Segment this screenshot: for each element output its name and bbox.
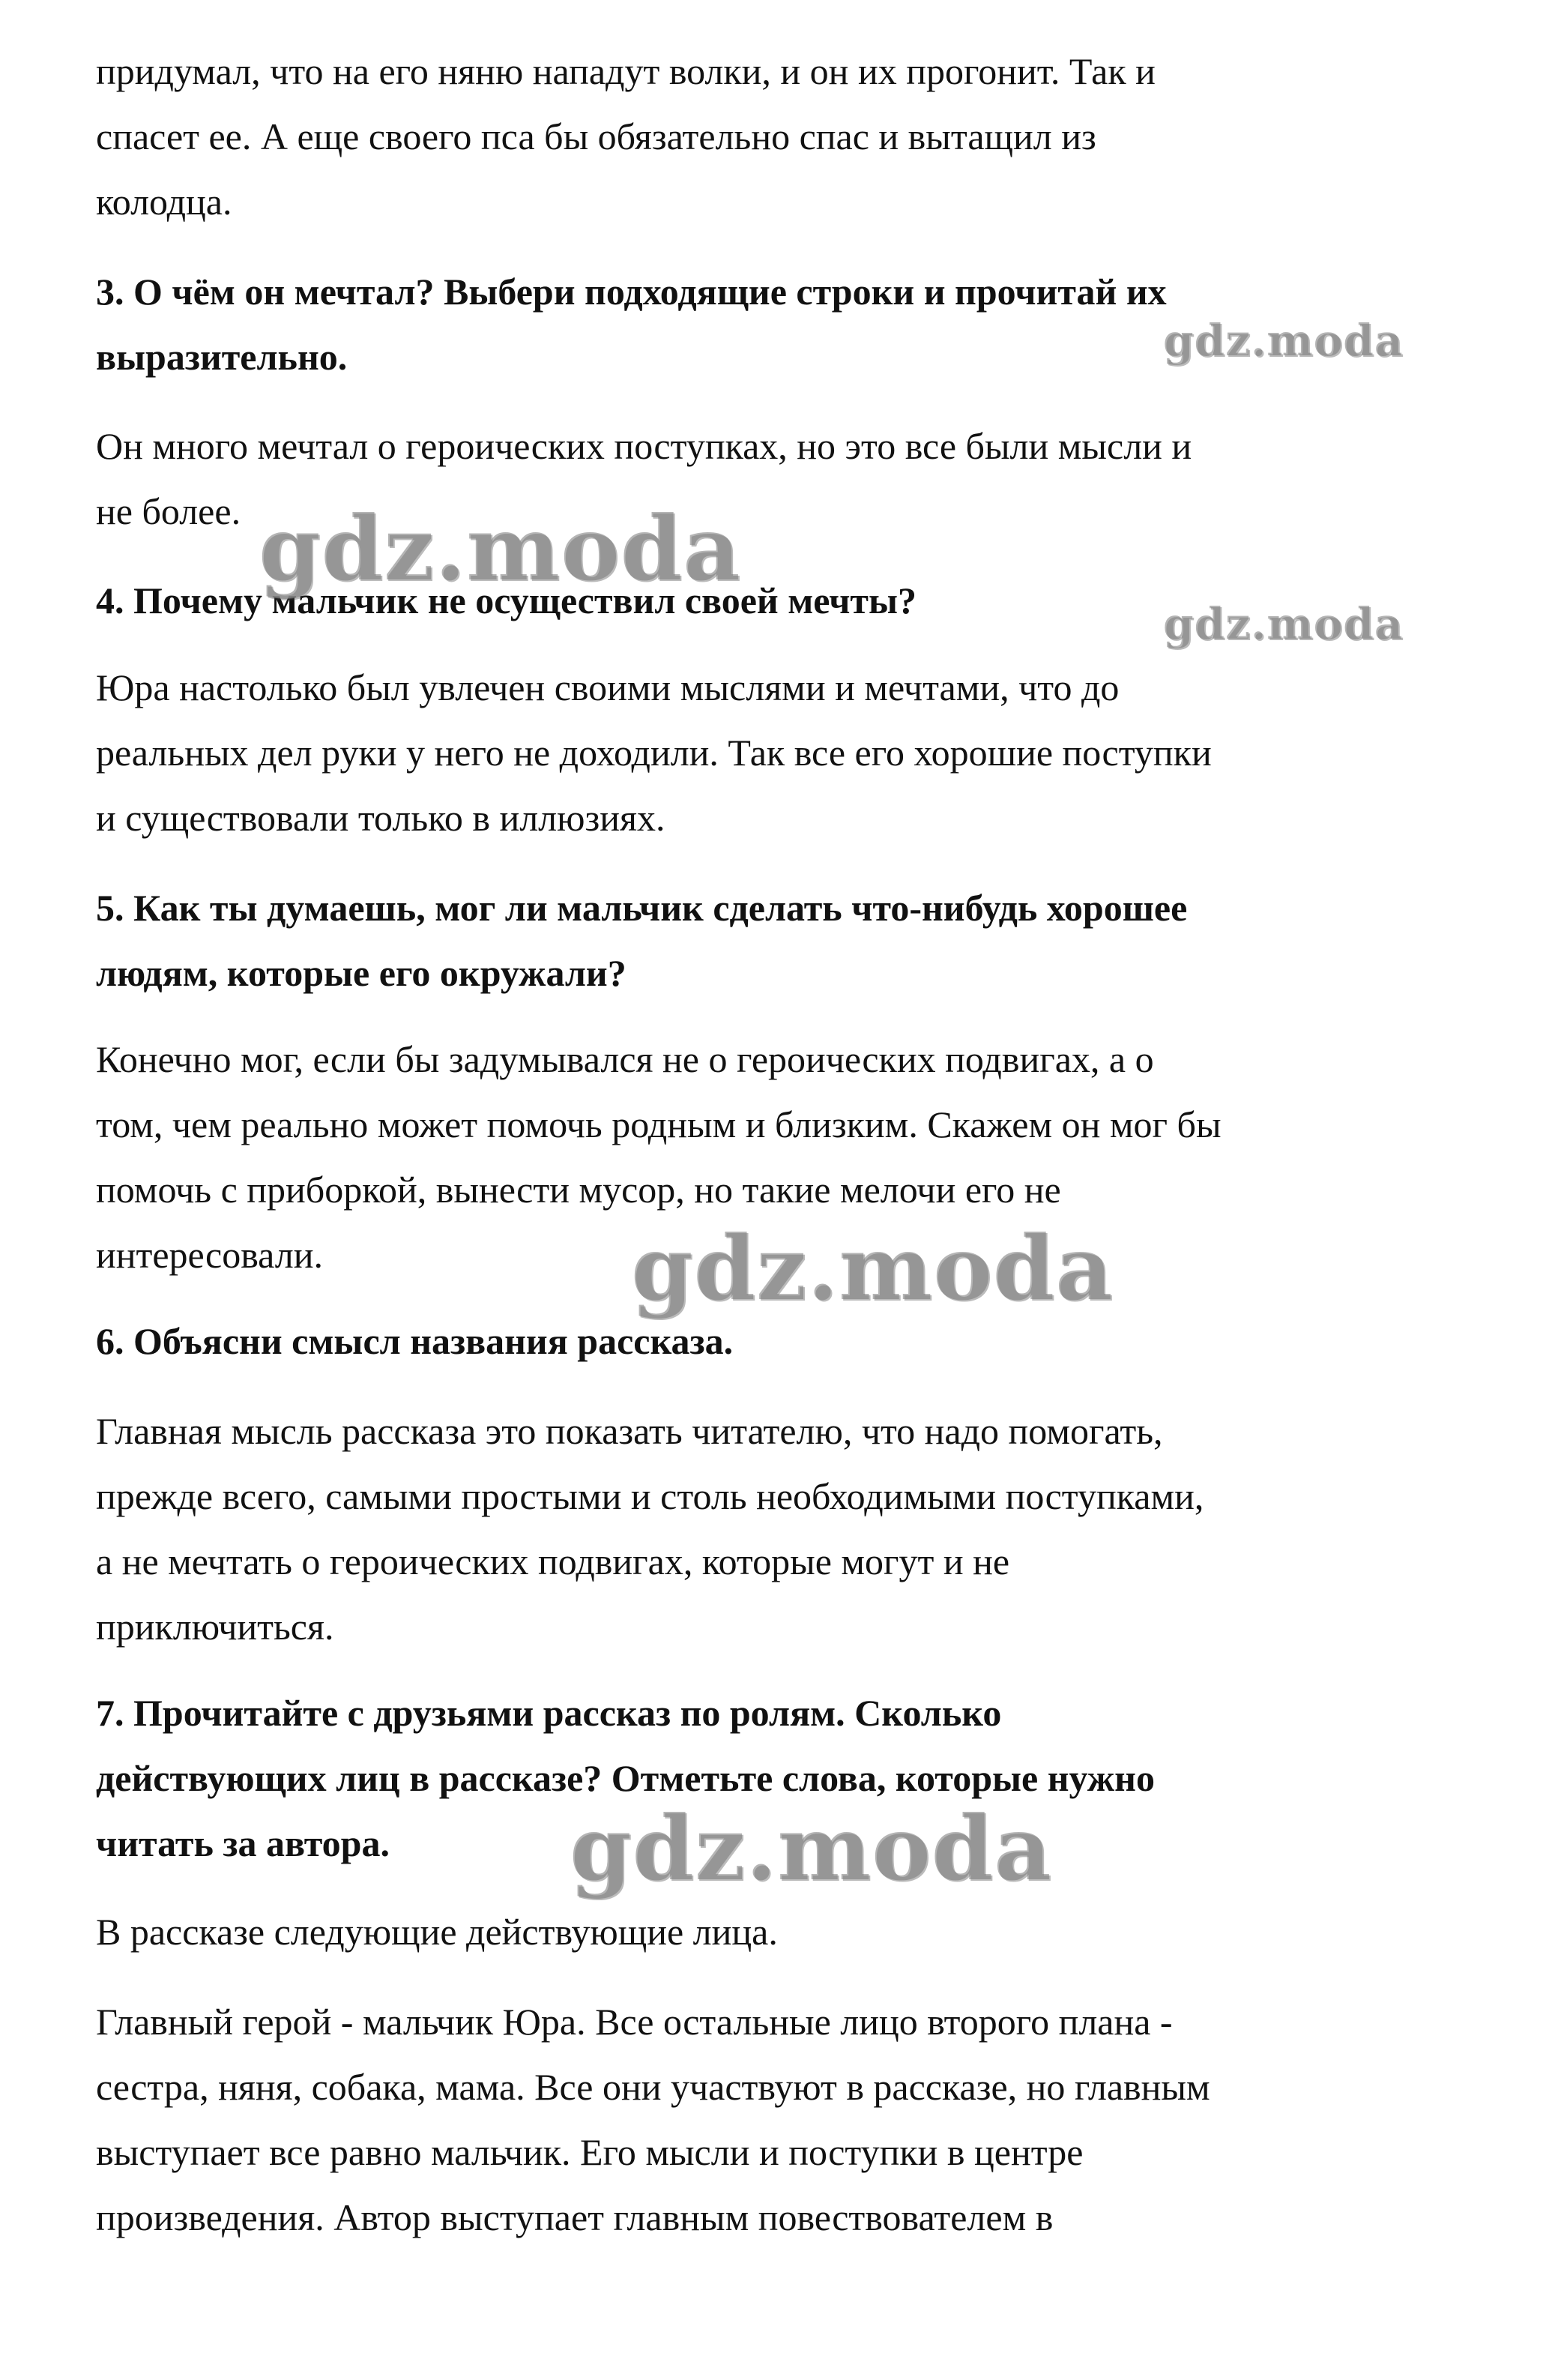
text-line: В рассказе следующие действующие лица. [96, 1911, 778, 1953]
answer-paragraph [96, 39, 1415, 235]
text-line: помочь с приборкой, вынести мусор, но такие мелочи его не [96, 1169, 1061, 1211]
text-line: Главный герой - мальчик Юра. Все остальные лицо второго плана - [96, 2001, 1173, 2043]
text-line: 5. Как ты думаешь, мог ли мальчик сделать что-нибудь хорошее [96, 887, 1188, 929]
text-line: выступает все равно мальчик. Его мысли и поступки в центре [96, 2131, 1084, 2173]
answer-paragraph [96, 1900, 1415, 1965]
text-line: действующих лиц в рассказе? Отметьте слова, которые нужно [96, 1757, 1155, 1799]
watermark: gdz.moda [1163, 598, 1404, 649]
text-line: людям, которые его окружали? [96, 952, 626, 994]
text-line: спасет ее. А еще своего пса бы обязательно спас и вытащил из [96, 115, 1096, 157]
text-line: Юра настолько был увлечен своими мыслями и мечтами, что до [96, 666, 1120, 708]
answer-paragraph [96, 655, 1415, 851]
text-line: 6. Объясни смысл названия рассказа. [96, 1320, 734, 1362]
text-line: интересовали. [96, 1234, 323, 1276]
text-line: 3. О чём он мечтал? Выбери подходящие строки и прочитай их [96, 271, 1167, 313]
text-line: Он много мечтал о героических поступках, но это все были мысли и [96, 425, 1192, 467]
text-line: приключиться. [96, 1606, 334, 1648]
text-line: читать за автора. [96, 1822, 390, 1864]
text-line: сестра, няня, собака, мама. Все они участвуют в рассказе, но главным [96, 2066, 1210, 2108]
text-line: Главная мысль рассказа это показать читателю, что надо помогать, [96, 1410, 1163, 1452]
watermark: gdz.moda [631, 1216, 1114, 1320]
text-line: а не мечтать о героических подвигах, которые могут и не [96, 1540, 1010, 1582]
watermark: gdz.moda [1163, 315, 1404, 366]
watermark: gdz.moda [570, 1796, 1052, 1900]
answer-paragraph [96, 1399, 1415, 1660]
question-heading [96, 876, 1415, 1006]
text-line: прежде всего, самыми простыми и столь необходимыми поступками, [96, 1475, 1204, 1517]
text-line: реальных дел руки у него не доходили. Так все его хорошие поступки [96, 732, 1212, 774]
text-line: Конечно мог, если бы задумывался не о героических подвигах, а о [96, 1038, 1154, 1080]
text-line: и существовали только в иллюзиях. [96, 797, 665, 839]
watermark: gdz.moda [259, 496, 741, 600]
text-line: придумал, что на его няню нападут волки, и он их прогонит. Так и [96, 50, 1156, 92]
text-line: не более. [96, 490, 241, 532]
answer-paragraph [96, 1989, 1415, 2250]
text-line: произведения. Автор выступает главным повествователем в [96, 2196, 1054, 2238]
text-line: выразительно. [96, 336, 348, 378]
text-line: том, чем реально может помочь родным и близким. Скажем он мог бы [96, 1103, 1222, 1145]
text-line: 4. Почему мальчик не осуществил своей мечты? [96, 579, 917, 621]
text-line: 7. Прочитайте с друзьями рассказ по ролям. Сколько [96, 1692, 1002, 1734]
text-line: колодца. [96, 181, 232, 223]
